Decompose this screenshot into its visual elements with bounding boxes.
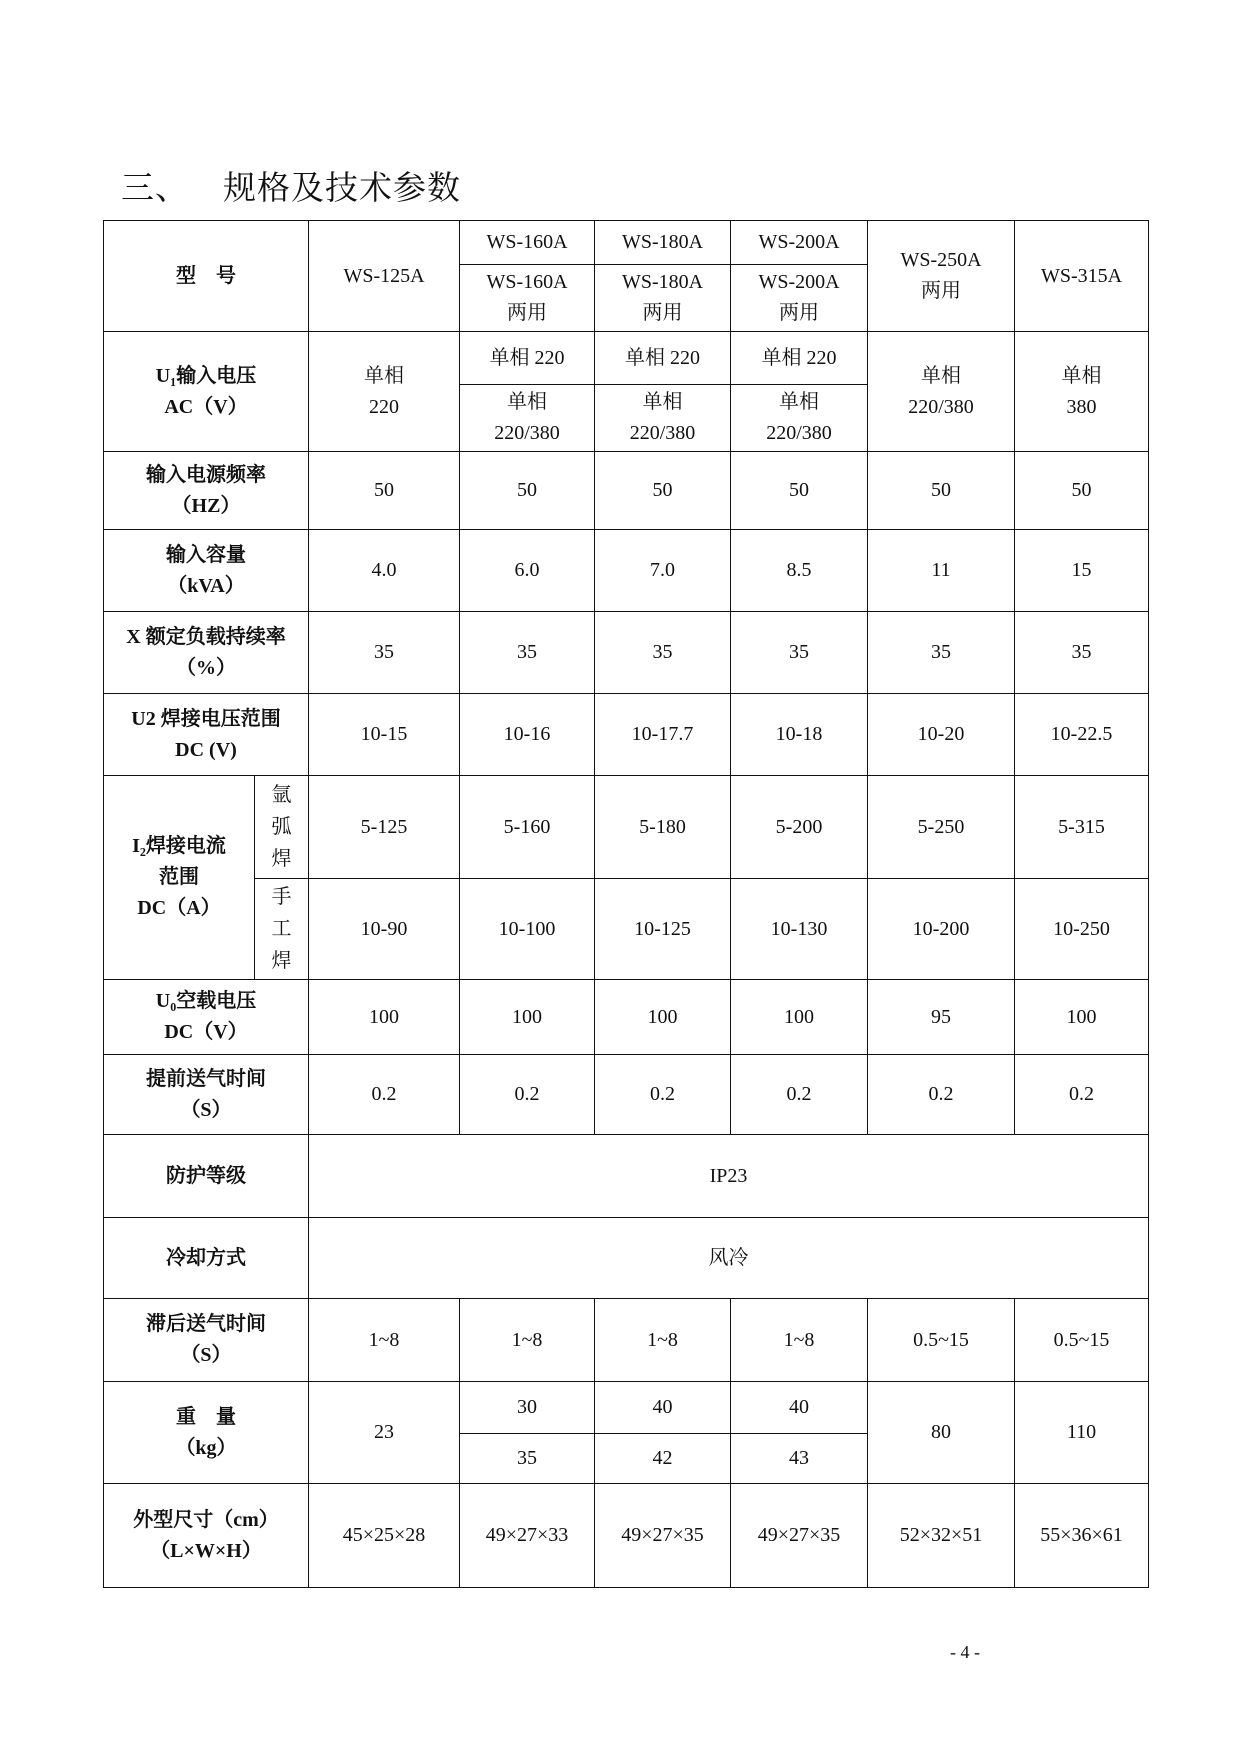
cell: 10-90	[309, 879, 460, 980]
cell: 5-200	[731, 776, 868, 879]
cell: 45×25×28	[309, 1484, 460, 1588]
cell: 35	[1015, 612, 1149, 694]
cell: 10-16	[460, 694, 595, 776]
cell: 单相 220/380	[731, 385, 868, 452]
cell: 10-22.5	[1015, 694, 1149, 776]
row-preflow	[104, 1055, 1149, 1135]
cell: 单相 380	[1015, 332, 1149, 452]
cell: 49×27×35	[595, 1484, 731, 1588]
cell: 35	[595, 612, 731, 694]
cell: WS-315A	[1015, 221, 1149, 332]
label-postflow: 滞后送气时间 （S）	[104, 1299, 309, 1382]
cell: 10-125	[595, 879, 731, 980]
cell: 100	[731, 980, 868, 1055]
cell: 单相 220	[731, 332, 868, 385]
row-current-tig	[104, 776, 1149, 879]
label-protection: 防护等级	[104, 1135, 309, 1218]
cell: 6.0	[460, 530, 595, 612]
row-protection	[104, 1135, 1149, 1218]
cell: WS-200A 两用	[731, 265, 868, 332]
row-cooling	[104, 1218, 1149, 1299]
row-input-voltage	[104, 332, 1149, 385]
row-open-circuit-voltage	[104, 980, 1149, 1055]
cell: 49×27×35	[731, 1484, 868, 1588]
label-weight: 重 量 （kg）	[104, 1382, 309, 1484]
cell: 10-20	[868, 694, 1015, 776]
cell: 4.0	[309, 530, 460, 612]
cell: 5-125	[309, 776, 460, 879]
cell: 1~8	[309, 1299, 460, 1382]
cell: 35	[731, 612, 868, 694]
cell: 50	[460, 452, 595, 530]
cell: 5-315	[1015, 776, 1149, 879]
cell: 10-130	[731, 879, 868, 980]
cell: 100	[309, 980, 460, 1055]
cell: 5-250	[868, 776, 1015, 879]
section-title: 规格及技术参数	[223, 168, 461, 207]
row-current-mma	[104, 879, 1149, 980]
row-frequency	[104, 452, 1149, 530]
cell: 0.2	[460, 1055, 595, 1135]
cell: 35	[309, 612, 460, 694]
row-duty-cycle	[104, 612, 1149, 694]
cell: WS-160A 两用	[460, 265, 595, 332]
cell: 1~8	[460, 1299, 595, 1382]
label-welding-voltage: U2 焊接电压范围 DC (V)	[104, 694, 309, 776]
cell: 30	[460, 1382, 595, 1434]
cell: 5-160	[460, 776, 595, 879]
cell: 单相 220	[460, 332, 595, 385]
cell: 42	[595, 1434, 731, 1484]
cell: 100	[460, 980, 595, 1055]
label-model: 型 号	[104, 221, 309, 332]
cell: 10-100	[460, 879, 595, 980]
cell: 10-17.7	[595, 694, 731, 776]
cell: 1~8	[595, 1299, 731, 1382]
cell: 8.5	[731, 530, 868, 612]
cell: IP23	[309, 1135, 1149, 1218]
cell: 单相 220/380	[868, 332, 1015, 452]
cell: 单相 220/380	[460, 385, 595, 452]
label-open-circuit-voltage: U₀空载电压 DC（V）	[104, 980, 309, 1055]
cell: 10-250	[1015, 879, 1149, 980]
cell: 0.2	[1015, 1055, 1149, 1135]
spec-table	[103, 220, 1149, 1588]
cell: 0.2	[868, 1055, 1015, 1135]
cell: WS-160A	[460, 221, 595, 265]
cell: WS-250A 两用	[868, 221, 1015, 332]
row-model	[104, 221, 1149, 265]
label-tig: 氩 弧 焊	[255, 776, 309, 879]
cell: 7.0	[595, 530, 731, 612]
label-mma: 手 工 焊	[255, 879, 309, 980]
cell: 100	[595, 980, 731, 1055]
section-heading	[121, 162, 461, 209]
cell: 1~8	[731, 1299, 868, 1382]
cell: 35	[460, 612, 595, 694]
cell: 55×36×61	[1015, 1484, 1149, 1588]
cell: 50	[1015, 452, 1149, 530]
cell: 95	[868, 980, 1015, 1055]
cell: 52×32×51	[868, 1484, 1015, 1588]
cell: 单相 220/380	[595, 385, 731, 452]
cell: 40	[595, 1382, 731, 1434]
cell: 11	[868, 530, 1015, 612]
cell: 40	[731, 1382, 868, 1434]
label-preflow: 提前送气时间 （S）	[104, 1055, 309, 1135]
cell: 单相 220	[309, 332, 460, 452]
cell: 110	[1015, 1382, 1149, 1484]
cell: 10-15	[309, 694, 460, 776]
row-dimensions	[104, 1484, 1149, 1588]
label-cooling: 冷却方式	[104, 1218, 309, 1299]
label-input-voltage: U₁输入电压 AC（V）	[104, 332, 309, 452]
cell: 50	[595, 452, 731, 530]
row-postflow	[104, 1299, 1149, 1382]
cell: 0.2	[309, 1055, 460, 1135]
cell: 10-18	[731, 694, 868, 776]
cell: 35	[460, 1434, 595, 1484]
cell: 风冷	[309, 1218, 1149, 1299]
cell: 5-180	[595, 776, 731, 879]
cell: 15	[1015, 530, 1149, 612]
row-welding-voltage	[104, 694, 1149, 776]
label-duty-cycle: X 额定负载持续率 （%）	[104, 612, 309, 694]
cell: 0.5~15	[868, 1299, 1015, 1382]
cell: 49×27×33	[460, 1484, 595, 1588]
cell: 0.2	[595, 1055, 731, 1135]
row-weight	[104, 1382, 1149, 1434]
label-capacity: 输入容量 （kVA）	[104, 530, 309, 612]
cell: 80	[868, 1382, 1015, 1484]
cell: 0.2	[731, 1055, 868, 1135]
label-frequency: 输入电源频率 （HZ）	[104, 452, 309, 530]
cell: 100	[1015, 980, 1149, 1055]
cell: WS-125A	[309, 221, 460, 332]
label-welding-current: I₂焊接电流 范围 DC（A）	[104, 776, 255, 980]
cell: 35	[868, 612, 1015, 694]
page-number: - 4 -	[950, 1642, 980, 1662]
cell: WS-200A	[731, 221, 868, 265]
cell: 50	[868, 452, 1015, 530]
cell: WS-180A	[595, 221, 731, 265]
cell: 10-200	[868, 879, 1015, 980]
cell: WS-180A 两用	[595, 265, 731, 332]
cell: 50	[309, 452, 460, 530]
section-number: 三、	[121, 168, 189, 207]
row-capacity	[104, 530, 1149, 612]
label-dimensions: 外型尺寸（cm） （L×W×H）	[104, 1484, 309, 1588]
cell: 0.5~15	[1015, 1299, 1149, 1382]
cell: 43	[731, 1434, 868, 1484]
cell: 23	[309, 1382, 460, 1484]
cell: 50	[731, 452, 868, 530]
cell: 单相 220	[595, 332, 731, 385]
